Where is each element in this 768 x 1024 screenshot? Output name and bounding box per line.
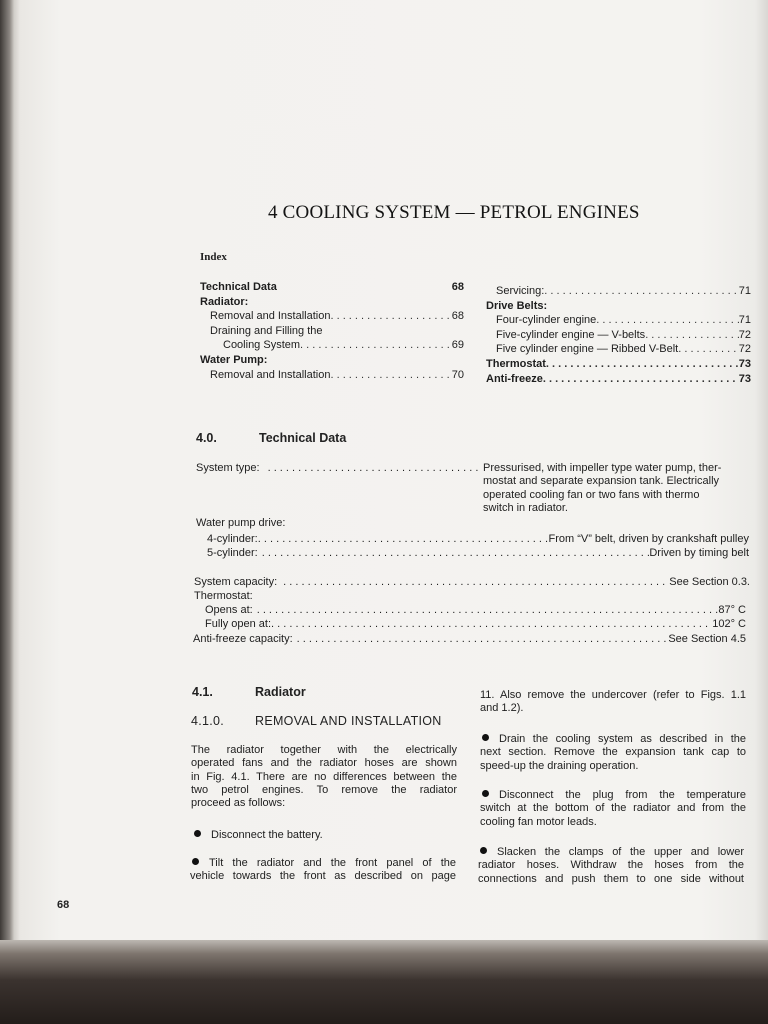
subsection-number: 4.1.0. [191, 714, 225, 728]
section-title: Technical Data [259, 431, 347, 445]
index-entry: Removal and Installation . . . 68 [200, 309, 464, 324]
page-number: 68 [57, 899, 70, 911]
td-opens-at: Opens at: . . . 87° C [205, 604, 746, 617]
td-system-capacity: System capacity: . . . See Section 0.3. [194, 576, 750, 589]
bullet-icon [194, 830, 201, 837]
index-entry: Drive Belts: [486, 299, 548, 312]
td-water-pump-label: Water pump drive: [196, 517, 286, 529]
index-entry: Four-cylinder engine . . . 71 [486, 313, 751, 328]
td-thermostat-label: Thermostat: [194, 590, 253, 602]
index-entry: Five-cylinder engine — V-belts . . . 72 [486, 328, 751, 343]
index-entry: Thermostat . . . 73 [486, 357, 751, 372]
intro-paragraph: The radiator together with the electrically operated fans and the radiator hoses are shown in Fig. 4.1. There are no differences between the two petrol engines. To remove the radiator proceed as follows: [191, 744, 457, 810]
bullet-item: Disconnect the battery. [192, 829, 323, 842]
page-edge-shadow [0, 940, 768, 1024]
bullet-icon [192, 858, 199, 865]
index-entry: Cooling System . . . 69 [200, 338, 464, 353]
index-left-column [200, 280, 464, 382]
td-system-type-value: Pressurised, with impeller type water pump, ther- mostat and separate expansion tank. Electrically operated cooling fan or two fans with thermo switch in radiator. [483, 462, 722, 514]
index-entry: Draining and Filling the [210, 324, 323, 337]
bullet-icon [482, 734, 489, 741]
index-entry: Removal and Installation . . . 70 [200, 368, 464, 383]
index-entry: Five cylinder engine — Ribbed V-Belt . . . 72 [486, 342, 751, 357]
bullet-icon [480, 847, 487, 854]
index-entry: Technical Data 68 [200, 281, 464, 293]
td-system-type: System type: . . . [196, 462, 478, 475]
right-intro: 11. Also remove the undercover (refer to Figs. 1.1 and 1.2). [480, 689, 746, 715]
chapter-title: 4 COOLING SYSTEM — PETROL ENGINES [268, 202, 640, 223]
td-five-cylinder: 5-cylinder: . . . Driven by timing belt [207, 547, 749, 560]
bullet-item: Slacken the clamps of the upper and lower radiator hoses. Withdraw the hoses from the connections and push them to one side without [478, 846, 744, 885]
bullet-item: Tilt the radiator and the front panel of the vehicle towards the front as described on page [190, 857, 456, 883]
td-fully-open: Fully open at: . . . 102° C [205, 618, 746, 631]
section-title: Radiator [255, 685, 306, 699]
section-number: 4.1. [192, 685, 213, 699]
td-four-cylinder: 4-cylinder: . . . From “V” belt, driven by crankshaft pulley [207, 533, 749, 546]
index-right-column [486, 284, 751, 386]
td-antifreeze-capacity: Anti-freeze capacity: . . . See Section 4.5 [193, 633, 746, 646]
index-entry: Anti-freeze . . . 73 [486, 372, 751, 387]
bullet-item: Drain the cooling system as described in the next section. Remove the expansion tank cap to speed-up the draining operation. [480, 733, 746, 772]
index-entry: Servicing: . . . 71 [486, 284, 751, 299]
index-entry: Water Pump: [200, 353, 268, 366]
bullet-icon [482, 790, 489, 797]
section-number: 4.0. [196, 431, 217, 445]
book-spine [0, 0, 14, 955]
subsection-title: REMOVAL AND INSTALLATION [255, 714, 442, 728]
bullet-item: Disconnect the plug from the temperature switch at the bottom of the radiator and from the cooling fan motor leads. [480, 789, 746, 828]
index-entry: Radiator: [200, 295, 249, 308]
index-label: Index [200, 251, 227, 263]
